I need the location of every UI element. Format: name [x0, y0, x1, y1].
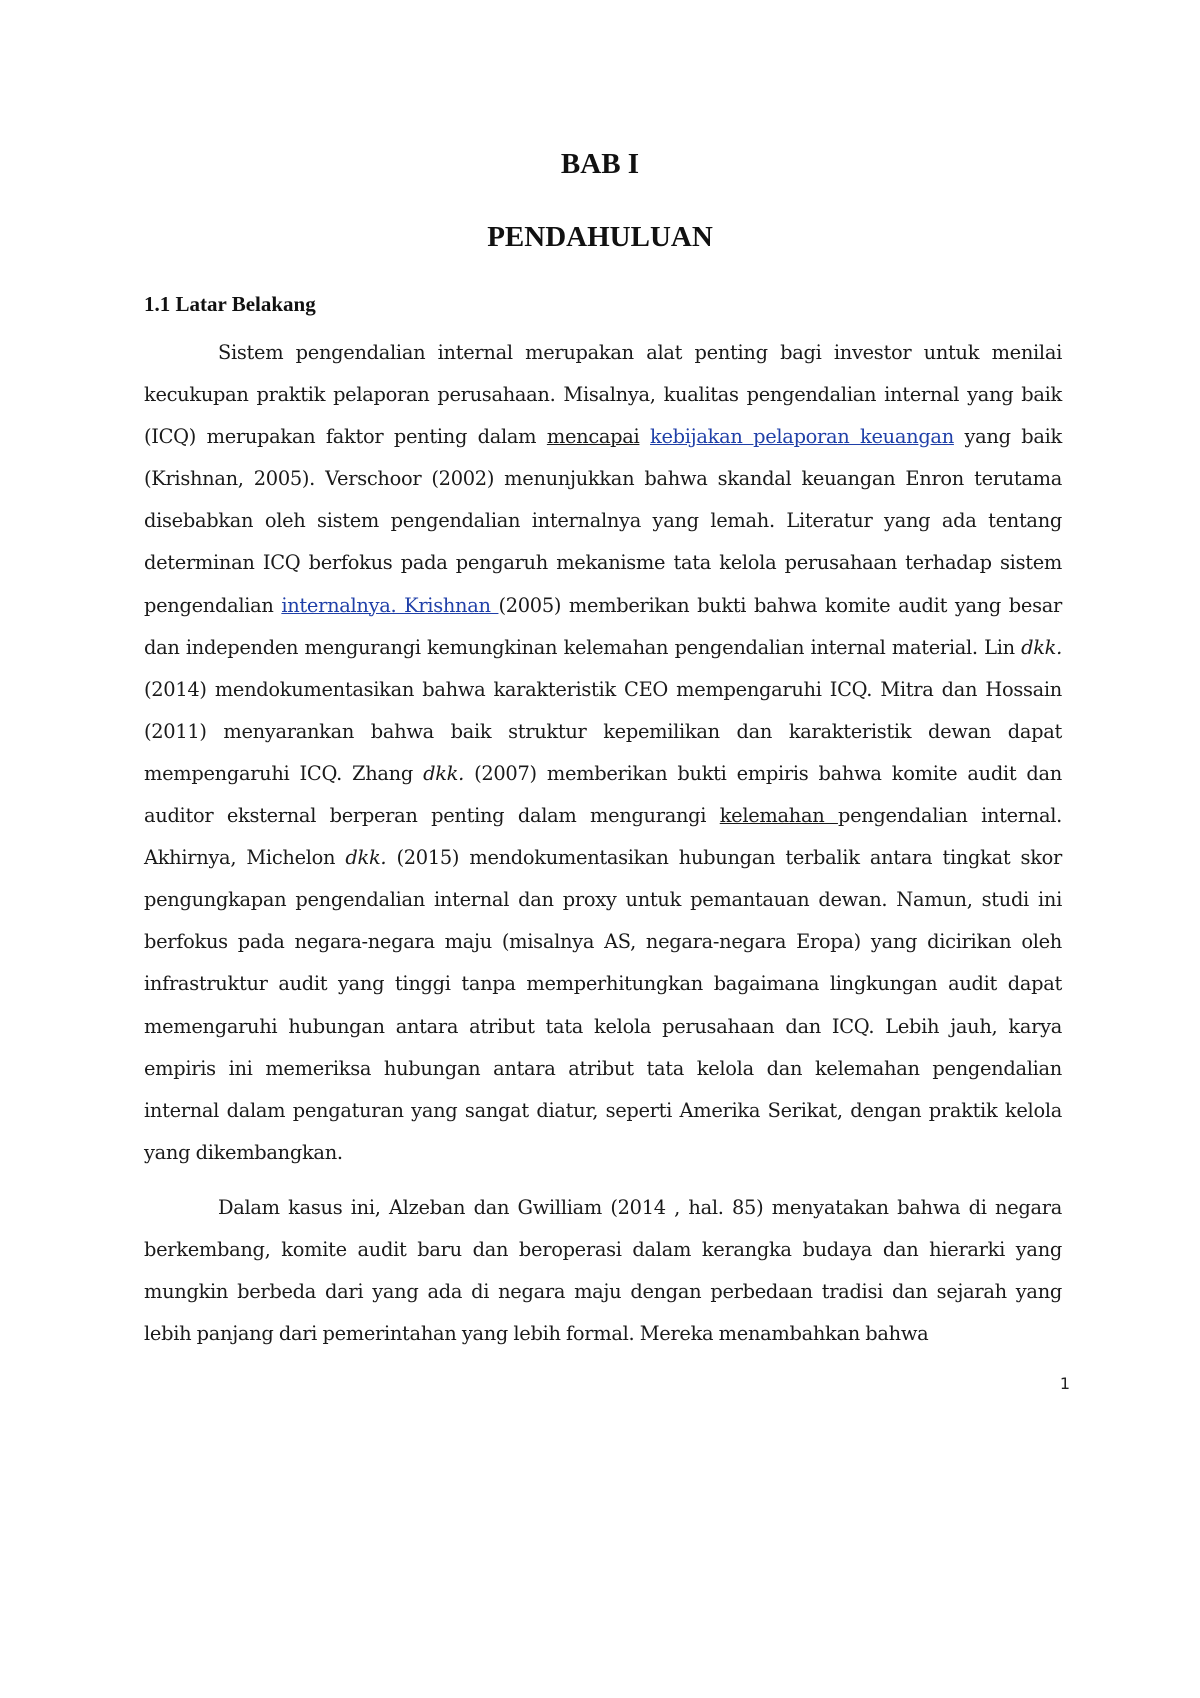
underlined-text: kelemahan — [719, 804, 838, 828]
paragraph-text: Sistem pengendalian internal merupakan alat penting bagi investor untuk menilai kecukupan praktik pelaporan perusahaan. Misalnya, kualitas pengendalian internal yang baik (ICQ) merupakan faktor penting dalam — [144, 341, 1062, 449]
section-heading: 1.1 Latar Belakang — [144, 292, 316, 316]
paragraph-text: (2015) mendokumentasikan hubungan terbalik antara tingkat skor pengungkapan pengendalian internal dan proxy untuk pemantauan dewan. Namun, studi ini berfokus pada negara-negara maju (misalnya AS, negara-negara Eropa) yang dicirikan oleh infrastruktur audit yang tinggi tanpa memperhitungkan bagaimana lingkungan audit dapat memengaruhi hubungan antara atribut tata kelola perusahaan dan ICQ. Lebih jauh, karya empiris ini memeriksa hubungan antara atribut tata kelola dan kelemahan pengendalian internal dalam pengaturan yang sangat diatur, seperti Amerika Serikat, dengan praktik kelola yang dikembangkan. — [144, 846, 1062, 1164]
chapter-label: BAB I — [560, 148, 640, 180]
paragraph-text: yang baik (Krishnan, 2005). Verschoor (2002) menunjukkan bahwa skandal keuangan Enron terutama disebabkan oleh sistem pengendalian internalnya yang lemah. Literatur yang ada tentang determinan ICQ berfokus pada pengaruh mekanisme tata kelola perusahaan terhadap sistem pengendalian — [144, 425, 1063, 617]
page-number: 1 — [1059, 1374, 1070, 1393]
paragraph-text — [639, 425, 650, 448]
hyperlink-internalnya-krishnan[interactable]: internalnya. Krishnan — [281, 593, 499, 617]
italic-dkk: dkk. — [1021, 635, 1062, 659]
italic-dkk: dkk. — [345, 846, 387, 870]
chapter-title: PENDAHULUAN — [487, 221, 713, 253]
paragraph-latar-belakang-2: Dalam kasus ini, Alzeban dan Gwilliam (2014 , hal. 85) menyatakan bahwa di negara berkembang, komite audit baru dan beroperasi dalam kerangka budaya dan hierarki yang mungkin berbeda dari yang ada di negara maju dengan perbedaan tradisi dan sejarah yang lebih panjang dari pemerintahan yang lebih formal. Mereka menambahkan bahwa — [144, 1196, 1062, 1346]
italic-dkk: dkk. — [423, 761, 464, 785]
paragraph-text: (2014) mendokumentasikan bahwa karakteristik CEO mempengaruhi ICQ. Mitra dan Hossain (2011) menyarankan bahwa baik struktur kepemilikan dan karakteristik dewan dapat mempengaruhi ICQ. Zhang — [144, 677, 1062, 785]
paragraph-text: (2005) memberikan bukti bahwa komite audit yang besar dan independen mengurangi kemungkinan kelemahan pengendalian internal material. Lin — [144, 593, 1062, 659]
paragraph-text: (2007) memberikan bukti empiris bahwa komite audit dan auditor eksternal berperan penting dalam mengurangi — [144, 761, 1062, 828]
underlined-text: mencapai — [546, 425, 640, 449]
paragraph-latar-belakang-1 — [144, 332, 1062, 1174]
hyperlink-kebijakan-pelaporan-keuangan[interactable]: kebijakan pelaporan keuangan — [650, 425, 954, 449]
paragraph-text: pengendalian internal. Akhirnya, Michelon — [144, 804, 1063, 870]
